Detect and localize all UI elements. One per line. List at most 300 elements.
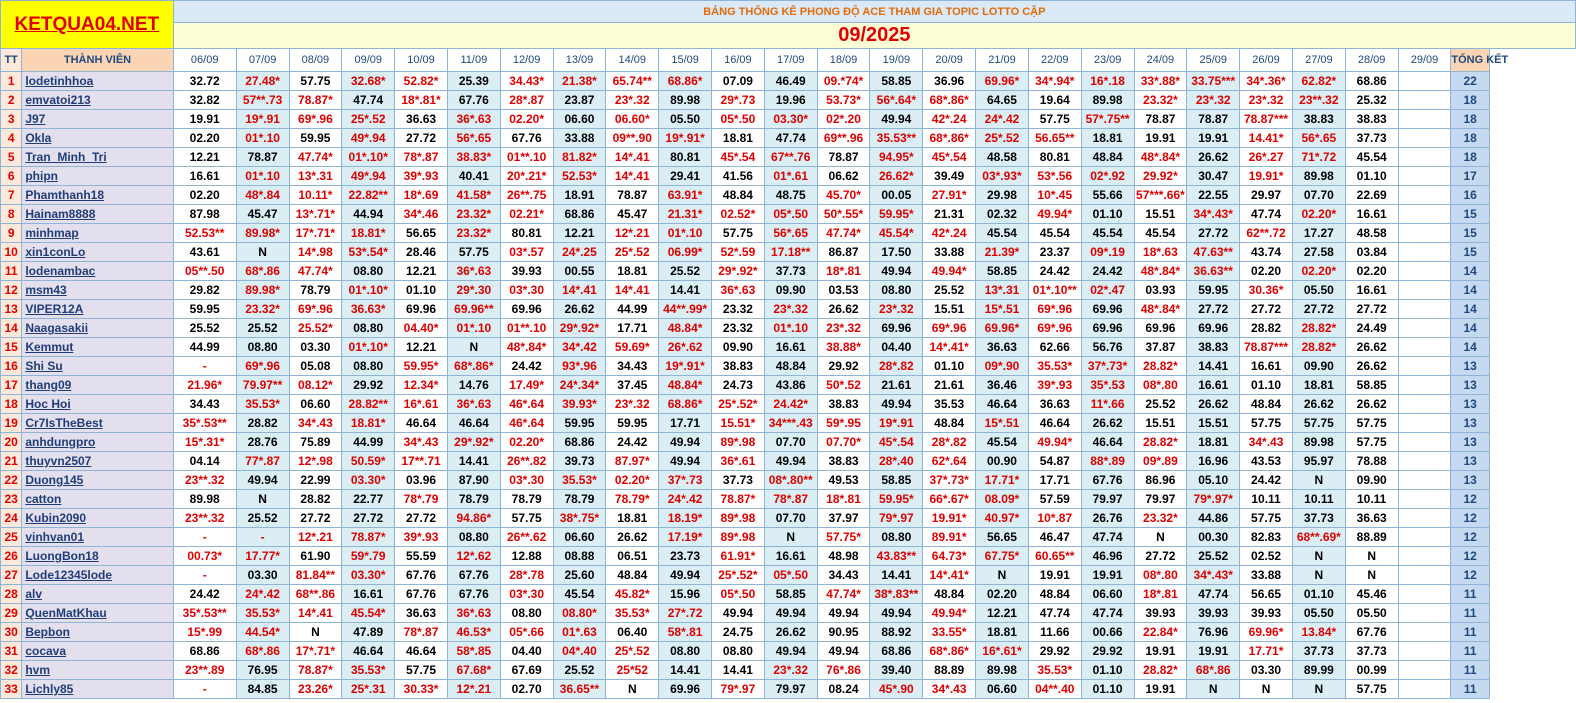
site-logo[interactable] — [1, 1, 174, 49]
result-cell: 48*.84* — [1134, 148, 1187, 167]
member-link[interactable]: Phamthanh18 — [22, 186, 173, 205]
result-cell: 08.80* — [553, 604, 606, 623]
result-cell: 77*.87 — [236, 452, 289, 471]
date-header: 28/09 — [1345, 49, 1398, 72]
row-number: 11 — [1, 262, 22, 281]
result-cell: 05*.50 — [712, 585, 765, 604]
result-cell: 28*.82 — [870, 357, 923, 376]
result-cell: 57.75* — [817, 528, 870, 547]
result-cell: 95.97 — [1292, 452, 1345, 471]
col-total-header: TỔNG KẾT — [1451, 49, 1490, 72]
result-cell: 23**.32 — [173, 509, 236, 528]
member-link[interactable]: LuongBon18 — [22, 547, 173, 566]
result-cell: 16.61 — [1187, 376, 1240, 395]
result-cell: 03.30 — [289, 338, 342, 357]
result-cell: 69.96 — [1134, 319, 1187, 338]
member-link[interactable]: minhmap — [22, 224, 173, 243]
result-cell: 44.99 — [606, 300, 659, 319]
result-cell: 80.81 — [1028, 148, 1081, 167]
result-cell: 25*.52* — [712, 566, 765, 585]
result-cell: 12*.98 — [289, 452, 342, 471]
result-cell: 44.99 — [173, 338, 236, 357]
result-cell: 35*.53** — [173, 604, 236, 623]
result-cell: 36.63 — [1028, 395, 1081, 414]
result-cell: 43.74 — [1240, 243, 1293, 262]
result-cell: 02.20 — [173, 129, 236, 148]
result-cell: 02.70 — [500, 680, 553, 699]
result-cell: 68*.86* — [923, 129, 976, 148]
result-cell: 78.87* — [712, 490, 765, 509]
result-cell: 34*.36* — [1240, 72, 1293, 91]
row-number: 17 — [1, 376, 22, 395]
result-cell: 71*.72 — [1292, 148, 1345, 167]
result-cell: 26.76 — [1081, 509, 1134, 528]
result-cell: 69.96 — [500, 300, 553, 319]
result-cell: 46.49 — [764, 72, 817, 91]
result-cell: 46.47 — [1028, 528, 1081, 547]
result-cell: 48.84 — [1240, 395, 1293, 414]
result-cell: 17.50 — [870, 243, 923, 262]
result-cell: 25*.52 — [606, 243, 659, 262]
result-cell: 78.87*** — [1240, 338, 1293, 357]
result-cell: N — [1292, 471, 1345, 490]
result-cell: 23*.32 — [817, 319, 870, 338]
result-cell: 05*.50 — [712, 110, 765, 129]
result-cell: 02.20* — [500, 433, 553, 452]
total-cell: 12 — [1451, 490, 1490, 509]
table-row — [1, 338, 1576, 357]
result-cell: 16.96 — [1187, 452, 1240, 471]
result-cell: 79.97 — [764, 680, 817, 699]
result-cell-empty — [1398, 338, 1451, 357]
total-cell: 13 — [1451, 395, 1490, 414]
result-cell: 44.86 — [1187, 509, 1240, 528]
result-cell: 24.42 — [606, 433, 659, 452]
result-cell: 04**.40 — [1028, 680, 1081, 699]
result-cell: 23*.32 — [606, 395, 659, 414]
member-link[interactable]: anhdungpro — [22, 433, 173, 452]
total-cell: 18 — [1451, 148, 1490, 167]
result-cell: 06.60* — [606, 110, 659, 129]
member-link[interactable]: emvatoi213 — [22, 91, 173, 110]
result-cell: 19.91 — [1028, 566, 1081, 585]
result-cell: 21.38* — [553, 72, 606, 91]
result-cell: 53*.54* — [342, 243, 395, 262]
result-cell: 45*.54 — [923, 148, 976, 167]
result-cell: 01.10 — [1081, 661, 1134, 680]
result-cell: 25.52 — [1134, 395, 1187, 414]
member-link[interactable]: catton — [22, 490, 173, 509]
result-cell: 65.74** — [606, 72, 659, 91]
result-cell: 13*.71* — [289, 205, 342, 224]
row-number: 10 — [1, 243, 22, 262]
result-cell: 49*.94 — [342, 129, 395, 148]
member-link[interactable]: QuenMatKhau — [22, 604, 173, 623]
result-cell: 64.65 — [976, 91, 1029, 110]
result-cell: 94.86* — [447, 509, 500, 528]
result-cell: 46.96 — [1081, 547, 1134, 566]
result-cell: 69.96* — [976, 72, 1029, 91]
result-cell: 29.98 — [976, 186, 1029, 205]
result-cell: 22.82** — [342, 186, 395, 205]
member-link[interactable]: Hainam8888 — [22, 205, 173, 224]
result-cell: 16.61 — [1345, 205, 1398, 224]
result-cell: 27.72 — [395, 129, 448, 148]
table-row — [1, 72, 1576, 91]
result-cell: 01.10 — [923, 357, 976, 376]
result-cell: 58.85 — [870, 471, 923, 490]
result-cell: 37.73 — [1345, 129, 1398, 148]
member-link[interactable]: lodetinhhoa — [22, 72, 173, 91]
result-cell: 79*.97 — [712, 680, 765, 699]
result-cell: 27.48* — [236, 72, 289, 91]
result-cell-empty — [1398, 300, 1451, 319]
result-cell-empty — [1398, 623, 1451, 642]
member-link[interactable]: Naagasakii — [22, 319, 173, 338]
member-link[interactable]: phipn — [22, 167, 173, 186]
result-cell: 15.51* — [712, 414, 765, 433]
result-cell: 15.51 — [1187, 414, 1240, 433]
result-cell: 47.74 — [342, 91, 395, 110]
table-row — [1, 414, 1576, 433]
result-cell: 26.62 — [764, 623, 817, 642]
result-cell: 05.08 — [289, 357, 342, 376]
result-cell: 12*.21 — [447, 680, 500, 699]
result-cell: 57.75 — [447, 243, 500, 262]
result-cell: 09*.19 — [1081, 243, 1134, 262]
result-cell: 19.96 — [764, 91, 817, 110]
result-cell: 28.82* — [1134, 357, 1187, 376]
result-cell: N — [289, 623, 342, 642]
result-cell: 25*.52 — [976, 129, 1029, 148]
result-cell: 28.82* — [1134, 661, 1187, 680]
result-cell: 18.81 — [1081, 129, 1134, 148]
result-cell: 09.90 — [712, 338, 765, 357]
result-cell: 07.70* — [817, 433, 870, 452]
result-cell: 05.50 — [1292, 604, 1345, 623]
result-cell: 23.73 — [659, 547, 712, 566]
result-cell-empty — [1398, 224, 1451, 243]
result-cell: 49.94 — [659, 566, 712, 585]
date-header: 15/09 — [659, 49, 712, 72]
result-cell-empty — [1398, 395, 1451, 414]
result-cell: 00.73* — [173, 547, 236, 566]
result-cell-empty — [1398, 547, 1451, 566]
result-cell-empty — [1398, 680, 1451, 699]
total-cell: 13 — [1451, 471, 1490, 490]
result-cell-empty — [1398, 452, 1451, 471]
result-cell: 67**.76 — [764, 148, 817, 167]
result-cell: 02.21* — [500, 205, 553, 224]
total-cell: 13 — [1451, 452, 1490, 471]
result-cell: 59.95 — [173, 300, 236, 319]
result-cell: 24.42 — [1028, 262, 1081, 281]
result-cell: 02.20* — [1292, 205, 1345, 224]
result-cell: 24.42 — [1081, 262, 1134, 281]
member-link[interactable]: Okla — [22, 129, 173, 148]
result-cell: 08.12* — [289, 376, 342, 395]
result-cell: 06.99* — [659, 243, 712, 262]
date-header: 08/09 — [289, 49, 342, 72]
result-cell: 02*.20 — [817, 110, 870, 129]
result-cell: 19*.91* — [659, 129, 712, 148]
result-cell: 59.95* — [870, 205, 923, 224]
result-cell: 03*.30 — [500, 281, 553, 300]
result-cell: 28.46 — [395, 243, 448, 262]
result-cell: 25.52 — [1187, 547, 1240, 566]
date-header: 29/09 — [1398, 49, 1451, 72]
result-cell: 24*.25 — [553, 243, 606, 262]
result-cell: 08.80 — [712, 642, 765, 661]
result-cell: 87.98 — [173, 205, 236, 224]
row-number: 29 — [1, 604, 22, 623]
result-cell: 49.94 — [659, 452, 712, 471]
result-cell: 16.61 — [764, 338, 817, 357]
member-link[interactable]: Lichly85 — [22, 680, 173, 699]
result-cell: 89.98* — [236, 224, 289, 243]
result-cell: 59.95* — [395, 357, 448, 376]
result-cell: 19*.91 — [870, 414, 923, 433]
col-tt-header: TT — [1, 49, 22, 72]
member-link[interactable]: Kemmut — [22, 338, 173, 357]
result-cell: 19.91 — [1081, 566, 1134, 585]
result-cell: 69.96 — [870, 319, 923, 338]
result-cell: 14.41 — [659, 661, 712, 680]
result-cell: 02.32 — [976, 205, 1029, 224]
result-cell: 67.76 — [447, 585, 500, 604]
table-row — [1, 186, 1576, 205]
result-cell: 06.60 — [289, 395, 342, 414]
member-link[interactable]: Kubin2090 — [22, 509, 173, 528]
date-header: 27/09 — [1292, 49, 1345, 72]
column-header-row — [1, 49, 1576, 72]
result-cell: 41.56 — [712, 167, 765, 186]
result-cell: 24*.42 — [236, 585, 289, 604]
member-link[interactable]: thang09 — [22, 376, 173, 395]
result-cell: 17.71* — [976, 471, 1029, 490]
result-cell: 27.72 — [289, 509, 342, 528]
total-cell: 14 — [1451, 281, 1490, 300]
result-cell: 25.52 — [236, 319, 289, 338]
member-link[interactable]: Shi Su — [22, 357, 173, 376]
result-cell: 18.81 — [1292, 376, 1345, 395]
member-link[interactable]: Lode12345lode — [22, 566, 173, 585]
result-cell: 49.94 — [659, 433, 712, 452]
result-cell: 58*.85 — [447, 642, 500, 661]
result-cell: 29.92 — [342, 376, 395, 395]
result-cell: 29*.30 — [447, 281, 500, 300]
table-row — [1, 129, 1576, 148]
result-cell: 14*.98 — [289, 243, 342, 262]
result-cell: 34***.43 — [764, 414, 817, 433]
result-cell: 18.19* — [659, 509, 712, 528]
result-cell: 34*.43* — [1187, 205, 1240, 224]
member-link[interactable]: hvm — [22, 661, 173, 680]
date-header: 12/09 — [500, 49, 553, 72]
result-cell: 68.86 — [1345, 72, 1398, 91]
result-cell: 14*.41* — [923, 566, 976, 585]
result-cell: 01**.10 — [500, 148, 553, 167]
result-cell: 21.31 — [923, 205, 976, 224]
result-cell: 68.86* — [659, 395, 712, 414]
result-cell: 17.77* — [236, 547, 289, 566]
result-cell: 80.81 — [659, 148, 712, 167]
result-cell: 26.62 — [1081, 414, 1134, 433]
member-link[interactable]: alv — [22, 585, 173, 604]
total-cell: 18 — [1451, 129, 1490, 148]
result-cell: 13*.31 — [289, 167, 342, 186]
member-link[interactable]: lodenambac — [22, 262, 173, 281]
result-cell: 14*.41* — [923, 338, 976, 357]
result-cell: 22.55 — [1187, 186, 1240, 205]
page-title: BẢNG THỐNG KÊ PHONG ĐỘ ACE THAM GIA TOPIC LOTTO CẶP — [173, 1, 1575, 23]
result-cell: 24.49 — [1345, 319, 1398, 338]
total-cell: 15 — [1451, 205, 1490, 224]
result-cell: 50*.55* — [817, 205, 870, 224]
result-cell: 27.72 — [1187, 224, 1240, 243]
result-cell: 27*.72 — [659, 604, 712, 623]
result-cell-empty — [1398, 129, 1451, 148]
result-cell: N — [1187, 680, 1240, 699]
result-cell: 25.60 — [553, 566, 606, 585]
total-cell: 11 — [1451, 623, 1490, 642]
table-row — [1, 319, 1576, 338]
result-cell: 48.84* — [659, 376, 712, 395]
member-link[interactable]: cocava — [22, 642, 173, 661]
result-cell: 37*.73* — [923, 471, 976, 490]
member-link[interactable]: Tran_Minh_Tri — [22, 148, 173, 167]
result-cell: 49.94* — [923, 604, 976, 623]
table-row — [1, 585, 1576, 604]
result-cell-empty — [1398, 433, 1451, 452]
member-link[interactable]: Duong145 — [22, 471, 173, 490]
result-cell: 26**.82 — [500, 452, 553, 471]
result-cell: 29.82 — [173, 281, 236, 300]
result-cell: 18*.81 — [817, 262, 870, 281]
result-cell: 24*.42 — [976, 110, 1029, 129]
result-cell: 01*.61 — [764, 167, 817, 186]
result-cell: N — [1345, 547, 1398, 566]
row-number: 3 — [1, 110, 22, 129]
result-cell: 36.63* — [342, 300, 395, 319]
result-cell: 44.94 — [342, 205, 395, 224]
result-cell: 21.31* — [659, 205, 712, 224]
result-cell: 02.20 — [1345, 262, 1398, 281]
result-cell: 29.92 — [1028, 642, 1081, 661]
result-cell: 34*.43 — [1240, 433, 1293, 452]
result-cell: 47.63** — [1187, 243, 1240, 262]
result-cell: 21.96* — [173, 376, 236, 395]
result-cell: 68*.86 — [236, 262, 289, 281]
result-cell: 53*.56 — [1028, 167, 1081, 186]
result-cell: 18.81* — [342, 224, 395, 243]
total-cell: 14 — [1451, 319, 1490, 338]
result-cell: 14.41* — [1240, 129, 1293, 148]
result-cell: 48.58 — [976, 148, 1029, 167]
result-cell: 01*.10 — [236, 167, 289, 186]
total-cell: 18 — [1451, 110, 1490, 129]
result-cell: 05*.50 — [764, 566, 817, 585]
result-cell: 16*.61 — [395, 395, 448, 414]
result-cell: 67.75* — [976, 547, 1029, 566]
result-cell: 25*.52 — [342, 110, 395, 129]
result-cell: 18.81 — [606, 262, 659, 281]
table-row — [1, 300, 1576, 319]
result-cell: 57***.66* — [1134, 186, 1187, 205]
result-cell: 02.20* — [606, 471, 659, 490]
result-cell: 34.43 — [173, 395, 236, 414]
result-cell: 69.96 — [1081, 300, 1134, 319]
result-cell: 01*.10 — [764, 319, 817, 338]
total-cell: 12 — [1451, 509, 1490, 528]
member-link[interactable]: thuyvn2507 — [22, 452, 173, 471]
result-cell: 45.54 — [976, 433, 1029, 452]
result-cell: 24.42* — [764, 395, 817, 414]
result-cell: 49.53 — [817, 471, 870, 490]
total-cell: 11 — [1451, 661, 1490, 680]
result-cell: 57.75 — [1028, 110, 1081, 129]
result-cell: 28.82* — [1134, 433, 1187, 452]
result-cell: 29*.92* — [447, 433, 500, 452]
result-cell: 46.64 — [395, 414, 448, 433]
total-cell: 14 — [1451, 300, 1490, 319]
result-cell: 49.94* — [1028, 205, 1081, 224]
member-link[interactable]: VIPER12A — [22, 300, 173, 319]
result-cell: 44.99 — [342, 433, 395, 452]
member-link[interactable]: Cr7IsTheBest — [22, 414, 173, 433]
date-header: 13/09 — [553, 49, 606, 72]
result-cell-empty — [1398, 110, 1451, 129]
result-cell: 10.11 — [1345, 490, 1398, 509]
result-cell: 68.86* — [659, 72, 712, 91]
member-link[interactable]: J97 — [22, 110, 173, 129]
result-cell: 36.63** — [1187, 262, 1240, 281]
result-cell: 37.73 — [764, 262, 817, 281]
result-cell: 50*.52 — [817, 376, 870, 395]
member-link[interactable]: Hoc Hoi — [22, 395, 173, 414]
result-cell: 46*.64 — [500, 414, 553, 433]
result-cell: 62*.64 — [923, 452, 976, 471]
member-link[interactable]: msm43 — [22, 281, 173, 300]
row-number: 28 — [1, 585, 22, 604]
result-cell-empty — [1398, 72, 1451, 91]
result-cell-empty — [1398, 528, 1451, 547]
result-cell: 23.37 — [1028, 243, 1081, 262]
table-row — [1, 604, 1576, 623]
result-cell-empty — [1398, 91, 1451, 110]
result-cell: 06.40 — [606, 623, 659, 642]
total-cell: 17 — [1451, 167, 1490, 186]
result-cell: 36.96 — [923, 72, 976, 91]
result-cell: 78.79 — [289, 281, 342, 300]
result-cell: 79*.97 — [870, 509, 923, 528]
result-cell: 24*.42 — [659, 490, 712, 509]
result-cell: 05.10 — [1187, 471, 1240, 490]
result-cell: 04.14 — [173, 452, 236, 471]
result-cell: 04.40 — [870, 338, 923, 357]
member-link[interactable]: vinhvan01 — [22, 528, 173, 547]
result-cell: 49.94 — [870, 110, 923, 129]
site-logo-text[interactable]: KETQUA04.NET — [14, 13, 160, 35]
member-link[interactable]: xin1conLo — [22, 243, 173, 262]
result-cell: 78.87* — [289, 661, 342, 680]
result-cell-empty — [1398, 509, 1451, 528]
result-cell: 36.63 — [395, 110, 448, 129]
table-row — [1, 205, 1576, 224]
result-cell: 39.93 — [500, 262, 553, 281]
member-link[interactable]: Bepbon — [22, 623, 173, 642]
row-number: 21 — [1, 452, 22, 471]
